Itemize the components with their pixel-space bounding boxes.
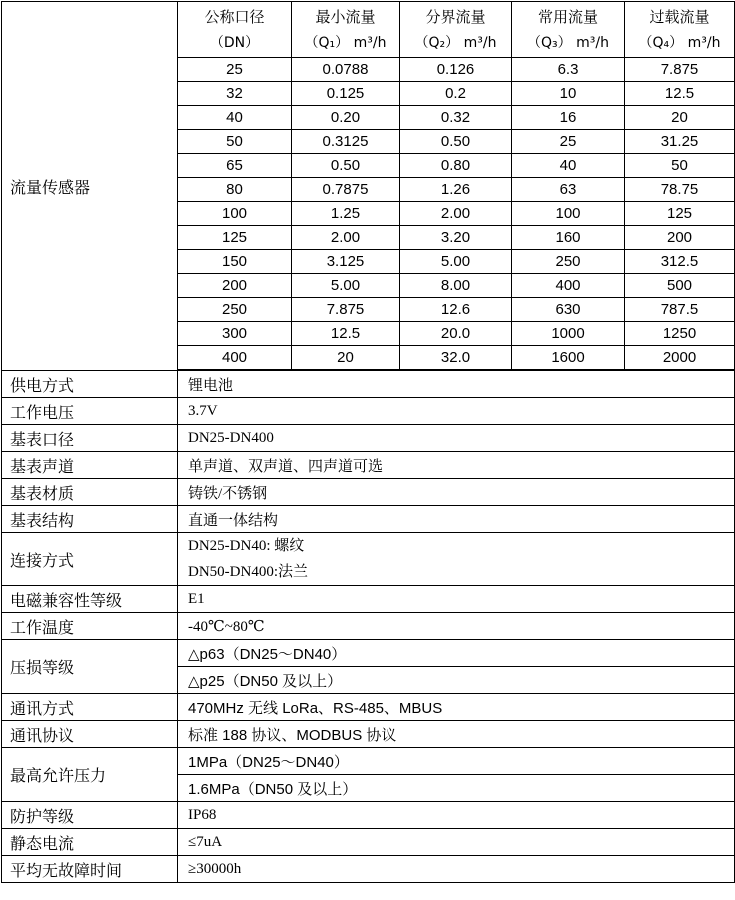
- spec-value: 铸铁/不锈钢: [178, 479, 735, 506]
- flow-cell: 630: [512, 298, 625, 322]
- spec-value: 470MHz 无线 LoRa、RS-485、MBUS: [178, 694, 735, 721]
- spec-row-mtbf: [2, 856, 735, 883]
- spec-row-meter-material: [2, 479, 735, 506]
- col-header-line2: （Q₄） m³/h: [638, 34, 721, 51]
- flow-cell: 0.32: [400, 106, 512, 130]
- spec-label: 工作电压: [2, 398, 178, 425]
- spec-row-pressure-loss-grade: [2, 640, 735, 667]
- col-header-transition-flow: [400, 2, 512, 58]
- col-header-line2: （Q₂） m³/h: [414, 34, 497, 51]
- col-header-line1: 公称口径: [204, 9, 265, 26]
- flow-cell: 25: [512, 130, 625, 154]
- flow-cell: 20.0: [400, 322, 512, 346]
- flow-cell: 400: [178, 346, 292, 370]
- spec-label: 基表材质: [2, 479, 178, 506]
- flow-cell: 50: [625, 154, 735, 178]
- flow-cell: 0.3125: [292, 130, 400, 154]
- col-header-line1: 常用流量: [537, 9, 598, 26]
- spec-label: 通讯方式: [2, 694, 178, 721]
- flow-cell: 200: [178, 274, 292, 298]
- flow-cell: 16: [512, 106, 625, 130]
- spec-value: 1.6MPa（DN50 及以上）: [178, 775, 735, 802]
- spec-value-line: DN25-DN40: 螺纹: [188, 538, 305, 554]
- spec-row-meter-channels: [2, 452, 735, 479]
- spec-label: 供电方式: [2, 371, 178, 398]
- col-header-line1: 分界流量: [425, 9, 486, 26]
- spec-label: 防护等级: [2, 802, 178, 829]
- spec-value: △p63（DN25～DN40）: [178, 640, 735, 667]
- flow-cell: 400: [512, 274, 625, 298]
- flow-cell: 1.26: [400, 178, 512, 202]
- flow-cell: 125: [625, 202, 735, 226]
- flow-cell: 100: [512, 202, 625, 226]
- flow-cell: 20: [625, 106, 735, 130]
- col-header-nominal-diameter: [178, 2, 292, 58]
- spec-value-line: DN50-DN400:法兰: [188, 564, 308, 580]
- spec-row-meter-diameter: [2, 425, 735, 452]
- spec-label: 压损等级: [2, 640, 178, 694]
- col-header-overload-flow: [625, 2, 735, 58]
- spec-row-connection-type: [2, 533, 735, 586]
- flow-cell: 250: [178, 298, 292, 322]
- col-header-line2: （DN）: [209, 34, 260, 51]
- spec-row-power-supply: [2, 371, 735, 398]
- flow-cell: 1250: [625, 322, 735, 346]
- spec-row-communication-mode: [2, 694, 735, 721]
- col-header-min-flow: [292, 2, 400, 58]
- flow-cell: 787.5: [625, 298, 735, 322]
- flow-cell: 0.50: [400, 130, 512, 154]
- spec-row-max-pressure: [2, 748, 735, 775]
- flow-cell: 31.25: [625, 130, 735, 154]
- flow-cell: 200: [625, 226, 735, 250]
- spec-label: 基表声道: [2, 452, 178, 479]
- spec-value-multiline: [178, 533, 735, 586]
- spec-label: 通讯协议: [2, 721, 178, 748]
- flow-cell: 8.00: [400, 274, 512, 298]
- flow-cell: 0.2: [400, 82, 512, 106]
- flow-cell: 6.3: [512, 58, 625, 82]
- spec-value: 单声道、双声道、四声道可选: [178, 452, 735, 479]
- flow-cell: 160: [512, 226, 625, 250]
- flow-cell: 2.00: [400, 202, 512, 226]
- spec-value: ≤7uA: [178, 829, 735, 856]
- flow-cell: 2000: [625, 346, 735, 370]
- spec-value: -40℃~80℃: [178, 613, 735, 640]
- flow-cell: 50: [178, 130, 292, 154]
- spec-value: 直通一体结构: [178, 506, 735, 533]
- flow-cell: 63: [512, 178, 625, 202]
- flow-cell: 100: [178, 202, 292, 226]
- flow-cell: 32: [178, 82, 292, 106]
- flow-cell: 65: [178, 154, 292, 178]
- flow-cell: 78.75: [625, 178, 735, 202]
- flow-cell: 3.20: [400, 226, 512, 250]
- flow-cell: 500: [625, 274, 735, 298]
- flow-cell: 0.80: [400, 154, 512, 178]
- spec-label: 平均无故障时间: [2, 856, 178, 883]
- flow-cell: 12.6: [400, 298, 512, 322]
- spec-row-emc-grade: [2, 586, 735, 613]
- spec-row-working-voltage: [2, 398, 735, 425]
- flow-cell: 250: [512, 250, 625, 274]
- spec-label: 静态电流: [2, 829, 178, 856]
- col-header-line2: （Q₃） m³/h: [527, 34, 609, 51]
- flow-cell: 12.5: [625, 82, 735, 106]
- flow-cell: 2.00: [292, 226, 400, 250]
- spec-row-working-temperature: [2, 613, 735, 640]
- col-header-line1: 最小流量: [315, 9, 376, 26]
- flow-cell: 7.875: [625, 58, 735, 82]
- flow-cell: 80: [178, 178, 292, 202]
- flow-cell: 25: [178, 58, 292, 82]
- col-header-nominal-flow: [512, 2, 625, 58]
- spec-row-communication-protocol: [2, 721, 735, 748]
- flow-cell: 12.5: [292, 322, 400, 346]
- flow-cell: 40: [512, 154, 625, 178]
- flow-cell: 0.50: [292, 154, 400, 178]
- flow-cell: 32.0: [400, 346, 512, 370]
- spec-value: DN25-DN400: [178, 425, 735, 452]
- col-header-line2: （Q₁） m³/h: [304, 34, 387, 51]
- flow-cell: 0.7875: [292, 178, 400, 202]
- flow-cell: 1.25: [292, 202, 400, 226]
- spec-label: 最高允许压力: [2, 748, 178, 802]
- flow-cell: 300: [178, 322, 292, 346]
- spec-value: 1MPa（DN25～DN40）: [178, 748, 735, 775]
- spec-value: E1: [178, 586, 735, 613]
- section-label-flow-sensor: 流量传感器: [2, 2, 178, 371]
- spec-value: ≥30000h: [178, 856, 735, 883]
- spec-label: 电磁兼容性等级: [2, 586, 178, 613]
- spec-label: 工作温度: [2, 613, 178, 640]
- flow-cell: 0.125: [292, 82, 400, 106]
- flow-cell: 0.0788: [292, 58, 400, 82]
- spec-label: 基表口径: [2, 425, 178, 452]
- flow-cell: 0.20: [292, 106, 400, 130]
- product-spec-table: [1, 1, 735, 883]
- spec-value: IP68: [178, 802, 735, 829]
- spec-value: 标准 188 协议、MODBUS 协议: [178, 721, 735, 748]
- flow-cell: 1600: [512, 346, 625, 370]
- spec-value: △p25（DN50 及以上）: [178, 667, 735, 694]
- spec-label: 基表结构: [2, 506, 178, 533]
- flow-cell: 3.125: [292, 250, 400, 274]
- flow-cell: 7.875: [292, 298, 400, 322]
- spec-row-meter-structure: [2, 506, 735, 533]
- spec-row-static-current: [2, 829, 735, 856]
- flow-cell: 0.126: [400, 58, 512, 82]
- flow-cell: 10: [512, 82, 625, 106]
- flow-cell: 150: [178, 250, 292, 274]
- flow-cell: 5.00: [400, 250, 512, 274]
- spec-value: 3.7V: [178, 398, 735, 425]
- spec-row-protection-grade: [2, 802, 735, 829]
- flow-cell: 20: [292, 346, 400, 370]
- flow-table-header-row: [2, 2, 735, 58]
- flow-cell: 40: [178, 106, 292, 130]
- spec-value: 锂电池: [178, 371, 735, 398]
- flow-cell: 1000: [512, 322, 625, 346]
- flow-cell: 125: [178, 226, 292, 250]
- flow-cell: 5.00: [292, 274, 400, 298]
- col-header-line1: 过载流量: [649, 9, 710, 26]
- flow-cell: 312.5: [625, 250, 735, 274]
- spec-label: 连接方式: [2, 533, 178, 586]
